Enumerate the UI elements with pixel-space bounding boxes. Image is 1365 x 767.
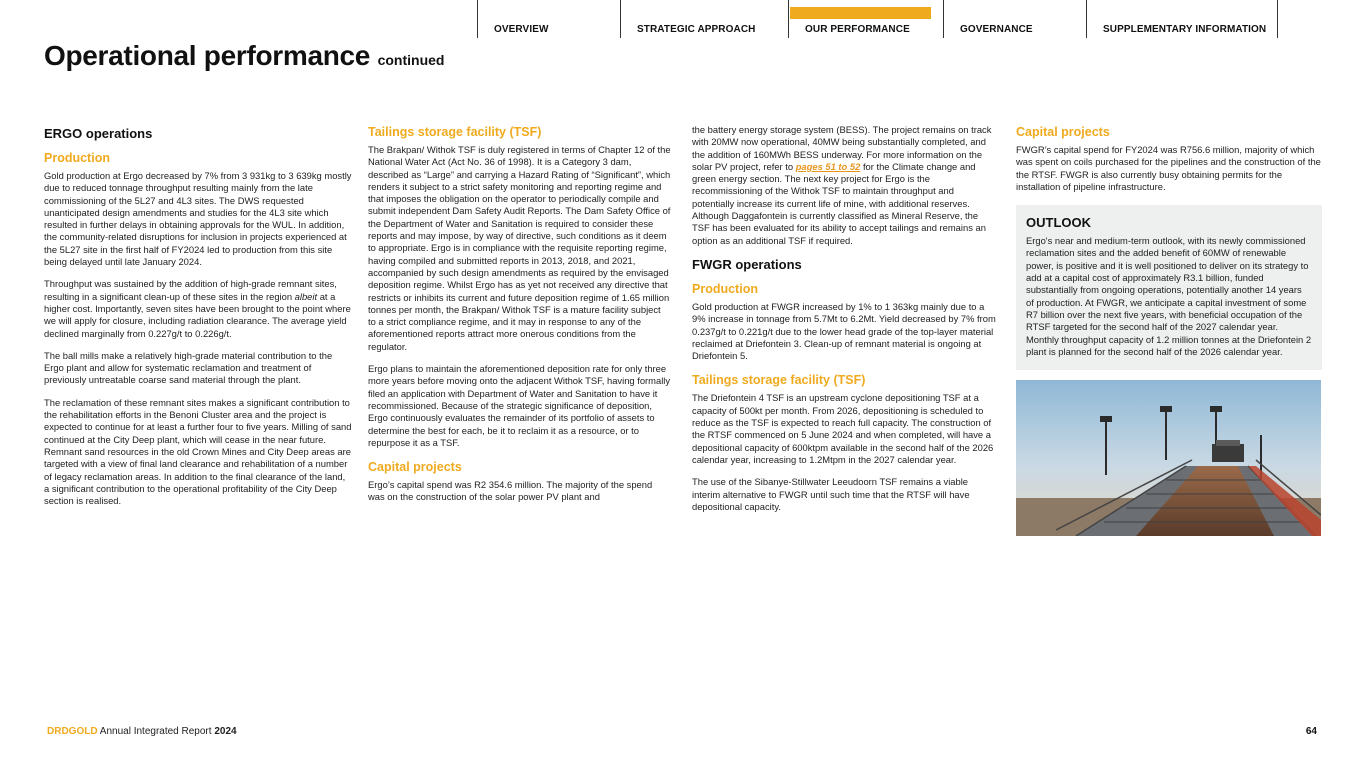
subheading-production: Production [44, 151, 110, 165]
nav-tab-label: STRATEGIC APPROACH [637, 24, 756, 35]
page-title [44, 40, 444, 72]
emphasis-text: albeit [294, 290, 318, 302]
page-number: 64 [1305, 726, 1317, 737]
column-ergo-operations [44, 124, 352, 517]
footer-year: 2024 [214, 726, 237, 737]
subheading-tsf: Tailings storage facility (TSF) [692, 373, 866, 388]
active-tab-indicator [790, 7, 931, 19]
section-heading-ergo-operations: ERGO operations [44, 126, 153, 141]
outlook-text: Ergo's near and medium-term outlook, with its newly commissioned reclamation sites and the added benefit of 60MW of renewable power, is positive and it is well positioned to deliver on its strategy to add at a capital cost of approximately R3.1 billion, funded substantially from ongoing operations, potentially another 14 years of production. At FWGR, we anticipate a capital investment of some R7 billion over the next five years, with beneficial occupation of the RTSF targeted for the second half of the 2027 calendar year. Monthly throughput capacity of 1.2 million tonnes at the Driefontein 2 plant is planned for the second half of the 2026 calendar year. [1026, 235, 1312, 357]
outlook-box [1016, 205, 1322, 370]
top-navigation [477, 0, 1278, 38]
footer [47, 726, 237, 737]
paragraph: The reclamation of these remnant sites makes a significant contribution to the rehabilitation efforts in the Benoni Cluster area and the project is expected to continue for at least a further four to five years. Milling of sand continued at the City Deep plant, which will cease in the near future. Remnant sand resources in the old Crown Mines and City Deep areas are targeted with a view of final land clearance and rehabilitation of a number of legacy reclamation areas. In addition to the final clearance of the land, a significant contribution to the operational profitability of the City Deep section is realised. [44, 396, 352, 507]
page-title-suffix: continued [377, 52, 445, 68]
text-run: the battery energy storage system (BESS). The project remains on track with 20MW now operational, 40MW being substantially completed, and the addition of 160MWh BESS underway. For more information on the solar PV project, refer to [692, 124, 992, 172]
paragraph [692, 124, 998, 247]
text-run: Throughput was sustained by the addition of high-grade remnant sites, resulting in a significant clean-up of these sites in the region [44, 278, 337, 302]
subheading-capital-projects: Capital projects [1016, 125, 1110, 139]
paragraph: The ball mills make a relatively high-grade material contribution to the Ergo plant and allow for systematic reclamation and treatment of previously untreatable coarse sand material through the plant. [44, 349, 333, 386]
column-fwgr-operations [692, 124, 998, 523]
footer-report: Annual Integrated Report [99, 726, 212, 737]
subheading-tsf: Tailings storage facility (TSF) [368, 125, 542, 139]
nav-tab-our-performance[interactable] [788, 0, 943, 38]
conveyor-belt-photo [1016, 380, 1321, 536]
column-ergo-tsf [368, 124, 671, 514]
paragraph: Gold production at Ergo decreased by 7% from 3 931kg to 3 639kg mostly due to reduced tonnage throughput resulting mainly from the late commissioning of the 5L27 and 4L3 sites. The DWS requested unanticipated design amendments and studies for the 4L3 site which resulted in further delays in obtaining approvals for the WUL. In addition, the community-related disruptions for inclusion in projects experienced at the 5L27 site in the first half of FY2024 led to production from this site being delayed until late January 2024. [44, 170, 352, 268]
paragraph: The Brakpan/ Withok TSF is duly registered in terms of Chapter 12 of the National Water Act (Act No. 36 of 1998). It is a Category 3 dam, described as “Large” and carrying a Hazard Rating of “Significant”, which renders it subject to a strict safety monitoring and reporting regime and that imposes the obligation on the operator to periodically compile and submit independent Dam Safety Audit Reports. The Dam Safety Office of the Department of Water and Sanitation is required to consider these reports and may impose, by way of directive, such conditions as it deem to appropriate. Ergo is in compliance with the requisite reporting regime, having compiled and submitted reports in 2013, 2018, and 2021, accompanied by such design amendments as required by the envisaged deposition regime. Whilst Ergo has as yet not received any directive that restricts or inhibits its current and future deposition regime of 1.65 million tonnes per month, the Brakpan/ Withok TSF is a mature facility subject to a strict compliance regime, and it may in response to any of the aforementioned reports attract more onerous conditions from the regulator. [368, 144, 671, 352]
text-run: at a higher cost. Importantly, seven sites have been brought to the point where we will apply for closure, including radiation clearance. The average yield declined marginally from 0.227g/t to 0.226g/t. [44, 290, 351, 339]
nav-tab-supplementary-information[interactable] [1086, 0, 1278, 38]
paragraph: Ergo plans to maintain the aforementioned deposition rate for only three more years before moving onto the adjacent Withok TSF, having formally filed an application with Department of Water and Sanitation to have it recommissioned. Because of the strategic significance of deposition, Ergo continuously evaluates the remainder of its portfolio of assets to determine the best for each, be it to reclaim it as a resource, or to repurpose it as a TSF. [368, 363, 671, 448]
column-fwgr-capital-outlook [1016, 124, 1322, 536]
paragraph: The use of the Sibanye-Stillwater Leeudoorn TSF remains a viable interim alternative to FWGR until such time that the RTSF will have depositional capacity. [692, 476, 970, 512]
paragraph [44, 278, 352, 339]
nav-tab-label: GOVERNANCE [960, 24, 1033, 35]
page-reference-link[interactable]: pages 51 to 52 [795, 160, 861, 172]
nav-tab-governance[interactable] [943, 0, 1086, 38]
paragraph: Gold production at FWGR increased by 1% to 1 363kg mainly due to a 9% increase in tonnage from 5.7Mt to 6.2Mt. Yield decreased by 7% from 0.237g/t to 0.221g/t due to the lower head grade of the top-layer material reclaimed at Driefontein 3. Clean-up of remnant material is ongoing at Driefontein 5. [692, 300, 996, 362]
footer-brand: DRDGOLD [47, 726, 98, 737]
paragraph: Ergo’s capital spend was R2 354.6 million. The majority of the spend was on the construction of the solar power PV plant and [368, 479, 653, 503]
nav-tab-label: SUPPLEMENTARY INFORMATION [1103, 24, 1267, 35]
subheading-capital-projects: Capital projects [368, 460, 462, 475]
subheading-production: Production [692, 281, 758, 296]
paragraph: FWGR’s capital spend for FY2024 was R756.6 million, majority of which was spent on coils purchased for the pipelines and the construction of the the RTSF. FWGR is also currently busy obtaining permits for the installation of pipeline infrastructure. [1016, 144, 1321, 192]
paragraph: The Driefontein 4 TSF is an upstream cyclone depositioning TSF at a capacity of 500kt per month. From 2026, depositioning is scheduled to reduce as the TSF is expected to reach full capacity. The construction of the RTSF commenced on 5 June 2024 and when completed, will have a depositional capacity of 600ktpm available in the second half of the 2026 calendar year, increasing to 1.2Mtpm in the 2027 calendar year. [692, 392, 994, 465]
page-title-text: Operational performance [44, 40, 371, 71]
nav-tab-strategic-approach[interactable] [620, 0, 788, 38]
section-heading-fwgr-operations: FWGR operations [692, 256, 802, 272]
nav-tab-overview[interactable] [477, 0, 620, 38]
nav-tab-label: OUR PERFORMANCE [805, 24, 910, 35]
outlook-heading: OUTLOOK [1026, 215, 1091, 231]
text-run: for the Climate change and green energy section. The next key project for Ergo is the recommissioning of the Withok TSF to maintain throughput and potentially increase its current life of mine, with additional reserves. Although Daggafontein is currently classified as Mineral Reserve, the TSF has been evaluated for its ability to accept tailings and remains an option as an additional TSF if required. [692, 160, 986, 246]
nav-tab-label: OVERVIEW [494, 24, 549, 35]
